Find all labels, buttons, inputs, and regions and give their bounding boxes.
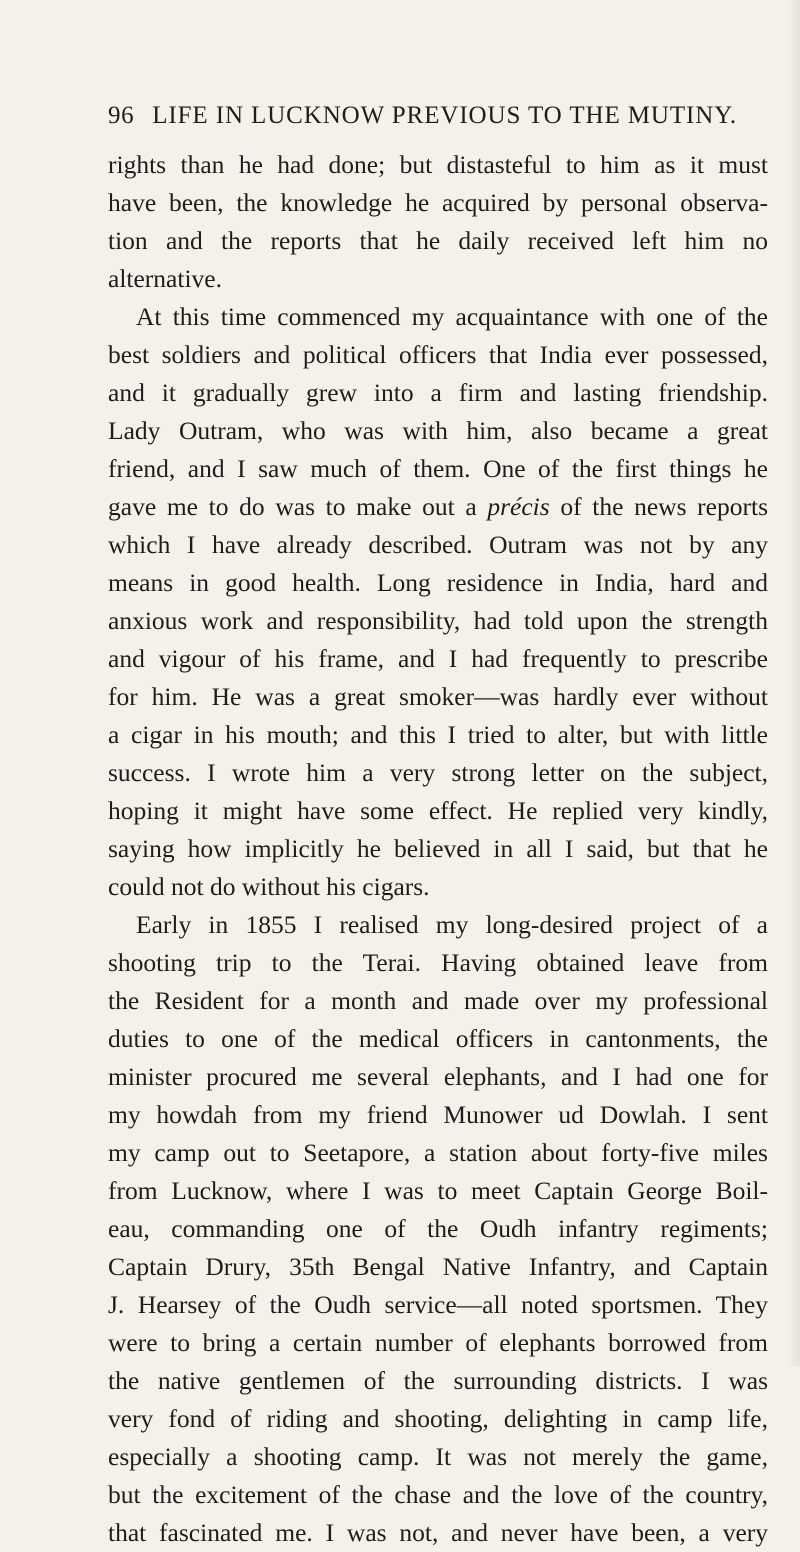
text-line [108,488,768,526]
text-line: but the excitement of the chase and the love of the country, [108,1480,768,1509]
text-line: duties to one of the medical officers in cantonments, the [108,1024,768,1053]
text-line: Captain Drury, 35th Bengal Native Infantry, and Captain [108,1252,768,1281]
text-line: my camp out to Seetapore, a station about forty-five miles [108,1138,768,1167]
text-line: tion and the reports that he daily received left him no [108,226,768,255]
text-segment: gave me to do was to make out a [108,492,488,521]
text-line: were to bring a certain number of elephants borrowed from [108,1328,768,1357]
text-line: from Lucknow, where I was to meet Captain George Boil- [108,1176,768,1205]
text-line: Early in 1855 I realised my long-desired project of a [136,910,768,939]
running-title: LIFE IN LUCKNOW PREVIOUS TO THE MUTINY. [152,102,738,129]
text-line: alternative. [108,264,222,293]
italic-term: précis [487,492,550,521]
text-line: my howdah from my friend Munower ud Dowlah. I sent [108,1100,768,1129]
text-line: shooting trip to the Terai. Having obtained leave from [108,948,768,977]
text-line: saying how implicitly he believed in all I said, but that he [108,834,768,863]
text-line: anxious work and responsibility, had told upon the strength [108,606,768,635]
text-line: and vigour of his frame, and I had frequently to prescribe [108,644,768,673]
text-line: means in good health. Long residence in India, hard and [108,568,768,597]
text-line: minister procured me several elephants, and I had one for [108,1062,768,1091]
text-line: rights than he had done; but distasteful to him as it must [108,150,768,179]
body-text [108,146,768,1552]
text-line: eau, commanding one of the Oudh infantry regiments; [108,1214,768,1243]
page-number: 96 [108,102,135,129]
text-line: best soldiers and political officers that India ever possessed, [108,340,768,369]
text-line: friend, and I saw much of them. One of the first things he [108,454,768,483]
page-edge-shadow [786,0,800,1366]
text-line: Lady Outram, who was with him, also became a great [108,416,768,445]
text-line: could not do without his cigars. [108,872,430,901]
text-line: that fascinated me. I was not, and never have been, a very [108,1518,768,1547]
text-line: the native gentlemen of the surrounding districts. I was [108,1366,768,1395]
text-line: At this time commenced my acquaintance with one of the [136,302,768,331]
text-line: which I have already described. Outram was not by any [108,530,768,559]
running-header [108,102,768,130]
text-line: have been, the knowledge he acquired by personal observa- [108,188,768,217]
text-line: very fond of riding and shooting, delighting in camp life, [108,1404,768,1433]
text-line: for him. He was a great smoker—was hardly ever without [108,682,768,711]
text-line: J. Hearsey of the Oudh service—all noted sportsmen. They [108,1290,768,1319]
text-line: the Resident for a month and made over my professional [108,986,768,1015]
text-line: hoping it might have some effect. He replied very kindly, [108,796,768,825]
text-line: a cigar in his mouth; and this I tried to alter, but with little [108,720,768,749]
text-line: especially a shooting camp. It was not merely the game, [108,1442,768,1471]
text-line: success. I wrote him a very strong letter on the subject, [108,758,768,787]
text-segment: of the news reports [549,492,768,521]
text-line: and it gradually grew into a firm and lasting friendship. [108,378,768,407]
